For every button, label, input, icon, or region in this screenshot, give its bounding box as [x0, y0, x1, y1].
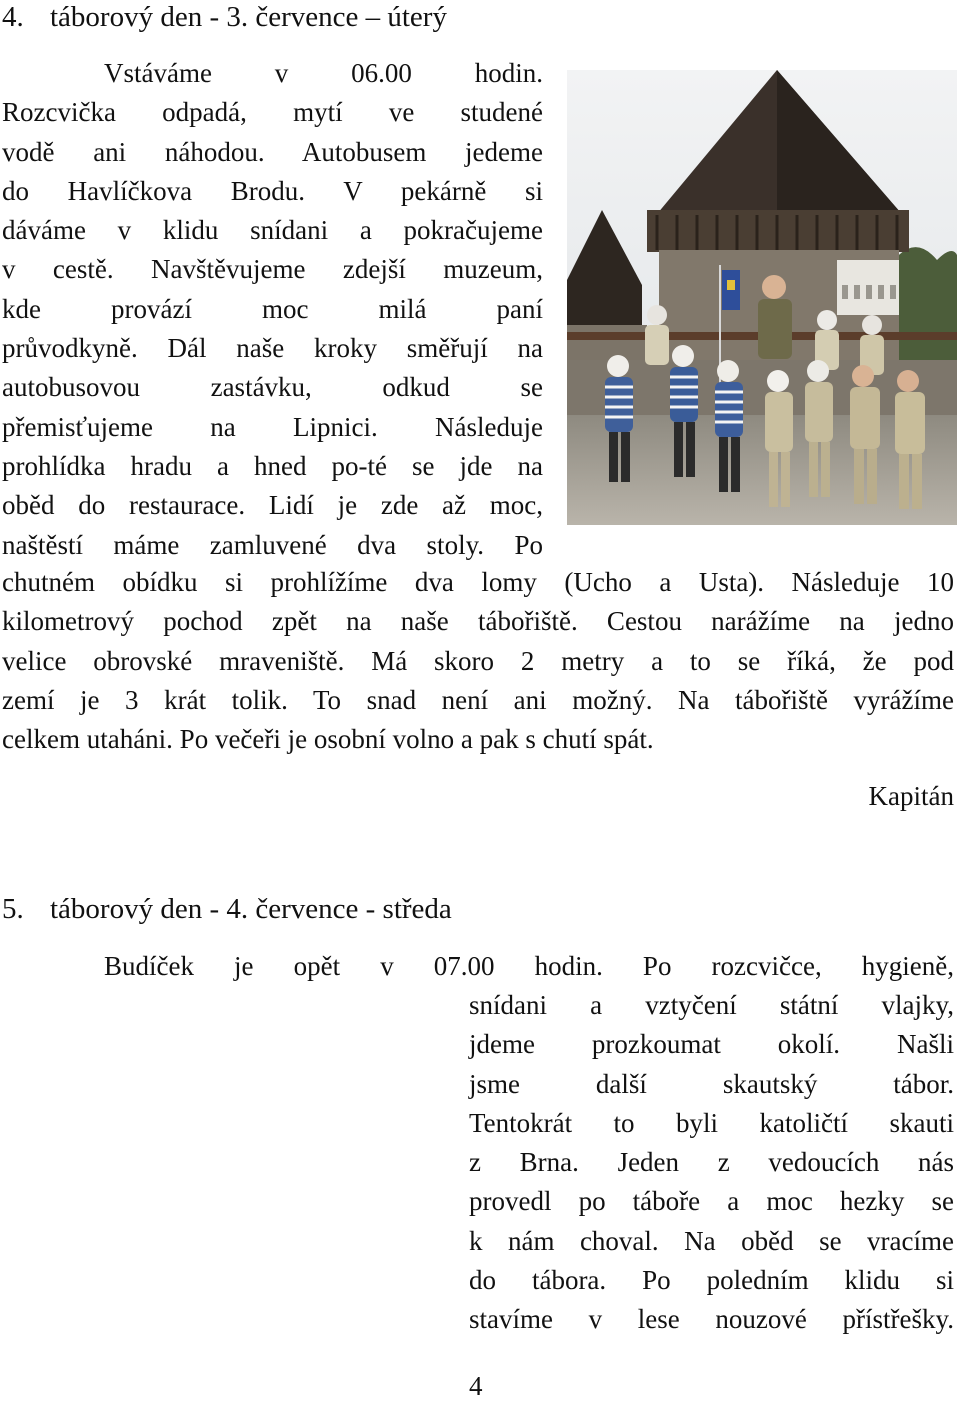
- day4-text-wide: [2, 563, 954, 759]
- day4-heading: [2, 0, 447, 34]
- text-line: k nám choval. Na oběd se vracíme: [469, 1225, 954, 1256]
- text-line: zemí je 3 krát tolik. To snad není ani možný. Na tábořiště vyrážíme: [2, 684, 954, 715]
- day4-number: 4.: [2, 1, 24, 33]
- text-line: průvodkyně. Dál naše kroky směřují na: [2, 333, 543, 364]
- text-line: dáváme v klidu snídani a pokračujeme: [2, 215, 543, 246]
- text-line: Tentokrát to byli katoličtí skauti: [469, 1107, 954, 1138]
- text-line: do tábora. Po poledním klidu si: [469, 1265, 954, 1296]
- text-line: prohlídka hradu a hned po-té se jde na: [2, 450, 543, 481]
- day5-number: 5.: [2, 893, 24, 925]
- text-line: v cestě. Navštěvujeme zdejší muzeum,: [2, 254, 543, 285]
- castle-group-photo: [567, 70, 957, 525]
- text-line: velice obrovské mraveniště. Má skoro 2 metry a to se říká, že pod: [2, 645, 954, 676]
- text-line: stavíme v lese nouzové přístřešky.: [469, 1304, 954, 1335]
- text-line: autobusovou zastávku, odkud se: [2, 372, 543, 403]
- text-line: Rozcvička odpadá, mytí ve studené: [2, 97, 543, 128]
- text-line: celkem utaháni. Po večeři je osobní volno a pak s chutí spát.: [2, 724, 654, 755]
- day5-title: táborový den - 4. července - středa: [50, 893, 452, 925]
- text-line: naštěstí máme zamluvené dva stoly. Po: [2, 529, 543, 560]
- text-line: provedl po táboře a moc hezky se: [469, 1186, 954, 1217]
- signature: Kapitán: [868, 781, 954, 811]
- day5-first-line: Budíček je opět v 07.00 hodin. Po rozcvičce, hygieně,: [104, 951, 954, 981]
- text-line: přemisťujeme na Lipnici. Následuje: [2, 411, 543, 442]
- day5-text: [469, 986, 954, 1340]
- text-line: jsme další skautský tábor.: [469, 1068, 954, 1099]
- day5-heading: [2, 892, 452, 926]
- text-line: jdeme prozkoumat okolí. Našli: [469, 1029, 954, 1060]
- text-line: kilometrový pochod zpět na naše tábořiště. Cestou narážíme na jedno: [2, 606, 954, 637]
- text-line: kde provází moc milá paní: [2, 293, 543, 324]
- text-line: do Havlíčkova Brodu. V pekárně si: [2, 175, 543, 206]
- text-line: z Brna. Jeden z vedoucích nás: [469, 1147, 954, 1178]
- page-number: 4: [469, 1371, 483, 1401]
- text-line: snídani a vztyčení státní vlajky,: [469, 990, 954, 1020]
- text-line: Vstáváme v 06.00 hodin.: [104, 58, 543, 88]
- day4-text-narrow: [2, 54, 543, 565]
- text-line: oběd do restaurace. Lidí je zde až moc,: [2, 490, 543, 521]
- text-line: chutném obídku si prohlížíme dva lomy (Ucho a Usta). Následuje 10: [2, 567, 954, 597]
- day4-title: táborový den - 3. července – úterý: [50, 1, 447, 33]
- text-line: vodě ani náhodou. Autobusem jedeme: [2, 136, 543, 167]
